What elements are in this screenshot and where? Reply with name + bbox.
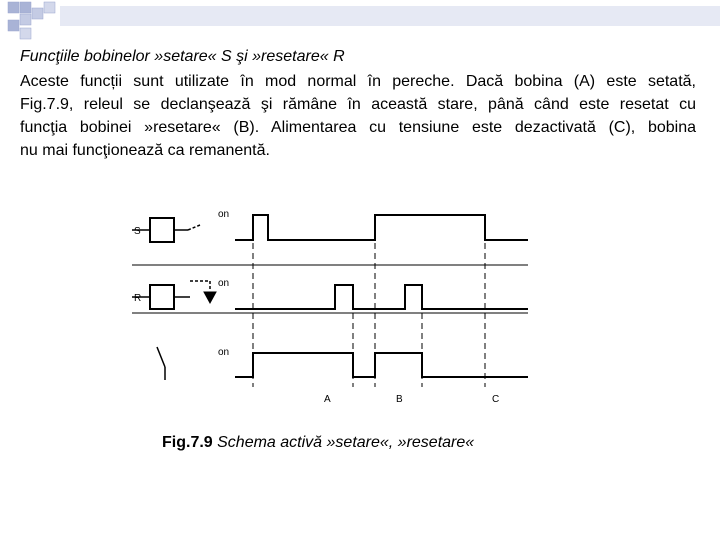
marker-label-a: A bbox=[324, 394, 331, 405]
paragraph-line: funcţia bobinei »resetare« (B). Alimentarea cu tensiune este dezactivată (C), bobina bbox=[20, 119, 696, 136]
deco-square bbox=[32, 8, 43, 19]
marker-label-b: B bbox=[396, 394, 403, 405]
on-label: on bbox=[218, 209, 230, 220]
slide-title: Funcţiile bobinelor »setare« S şi »resetare« R bbox=[20, 48, 345, 65]
deco-square bbox=[20, 14, 31, 25]
figure-caption bbox=[162, 434, 474, 452]
deco-square bbox=[44, 2, 55, 13]
deco-square bbox=[8, 20, 19, 31]
deco-square bbox=[8, 2, 19, 13]
switch-symbol bbox=[157, 347, 165, 367]
paragraph-line: Fig.7.9, releul se declanşează şi rămâne în această stare, până când este resetat cu bbox=[20, 96, 696, 113]
caption-text: Schema activă »setare«, »resetare« bbox=[212, 434, 475, 451]
paragraph-line: Aceste funcții sunt utilizate în mod normal în pereche. Dacă bobina (A) este setată, bbox=[20, 73, 696, 90]
on-label: on bbox=[218, 347, 230, 358]
paragraph-line: nu mai funcţionează ca remanentă. bbox=[20, 142, 270, 159]
on-label: on bbox=[218, 278, 230, 289]
deco-square bbox=[20, 28, 31, 39]
timing-diagram bbox=[120, 195, 540, 415]
body-paragraph bbox=[20, 70, 696, 162]
coil-r-symbol bbox=[150, 285, 174, 309]
row-label-s: S bbox=[134, 226, 141, 237]
waveform-r bbox=[235, 285, 528, 309]
deco-square bbox=[20, 2, 31, 13]
row-label-r: R bbox=[134, 293, 142, 304]
coil-s-symbol bbox=[150, 218, 174, 242]
waveform-output bbox=[235, 353, 528, 377]
caption-label: Fig.7.9 bbox=[162, 434, 213, 451]
header-decoration bbox=[0, 0, 720, 45]
header-band bbox=[60, 6, 720, 26]
waveform-s bbox=[235, 215, 528, 240]
marker-label-c: C bbox=[492, 394, 500, 405]
